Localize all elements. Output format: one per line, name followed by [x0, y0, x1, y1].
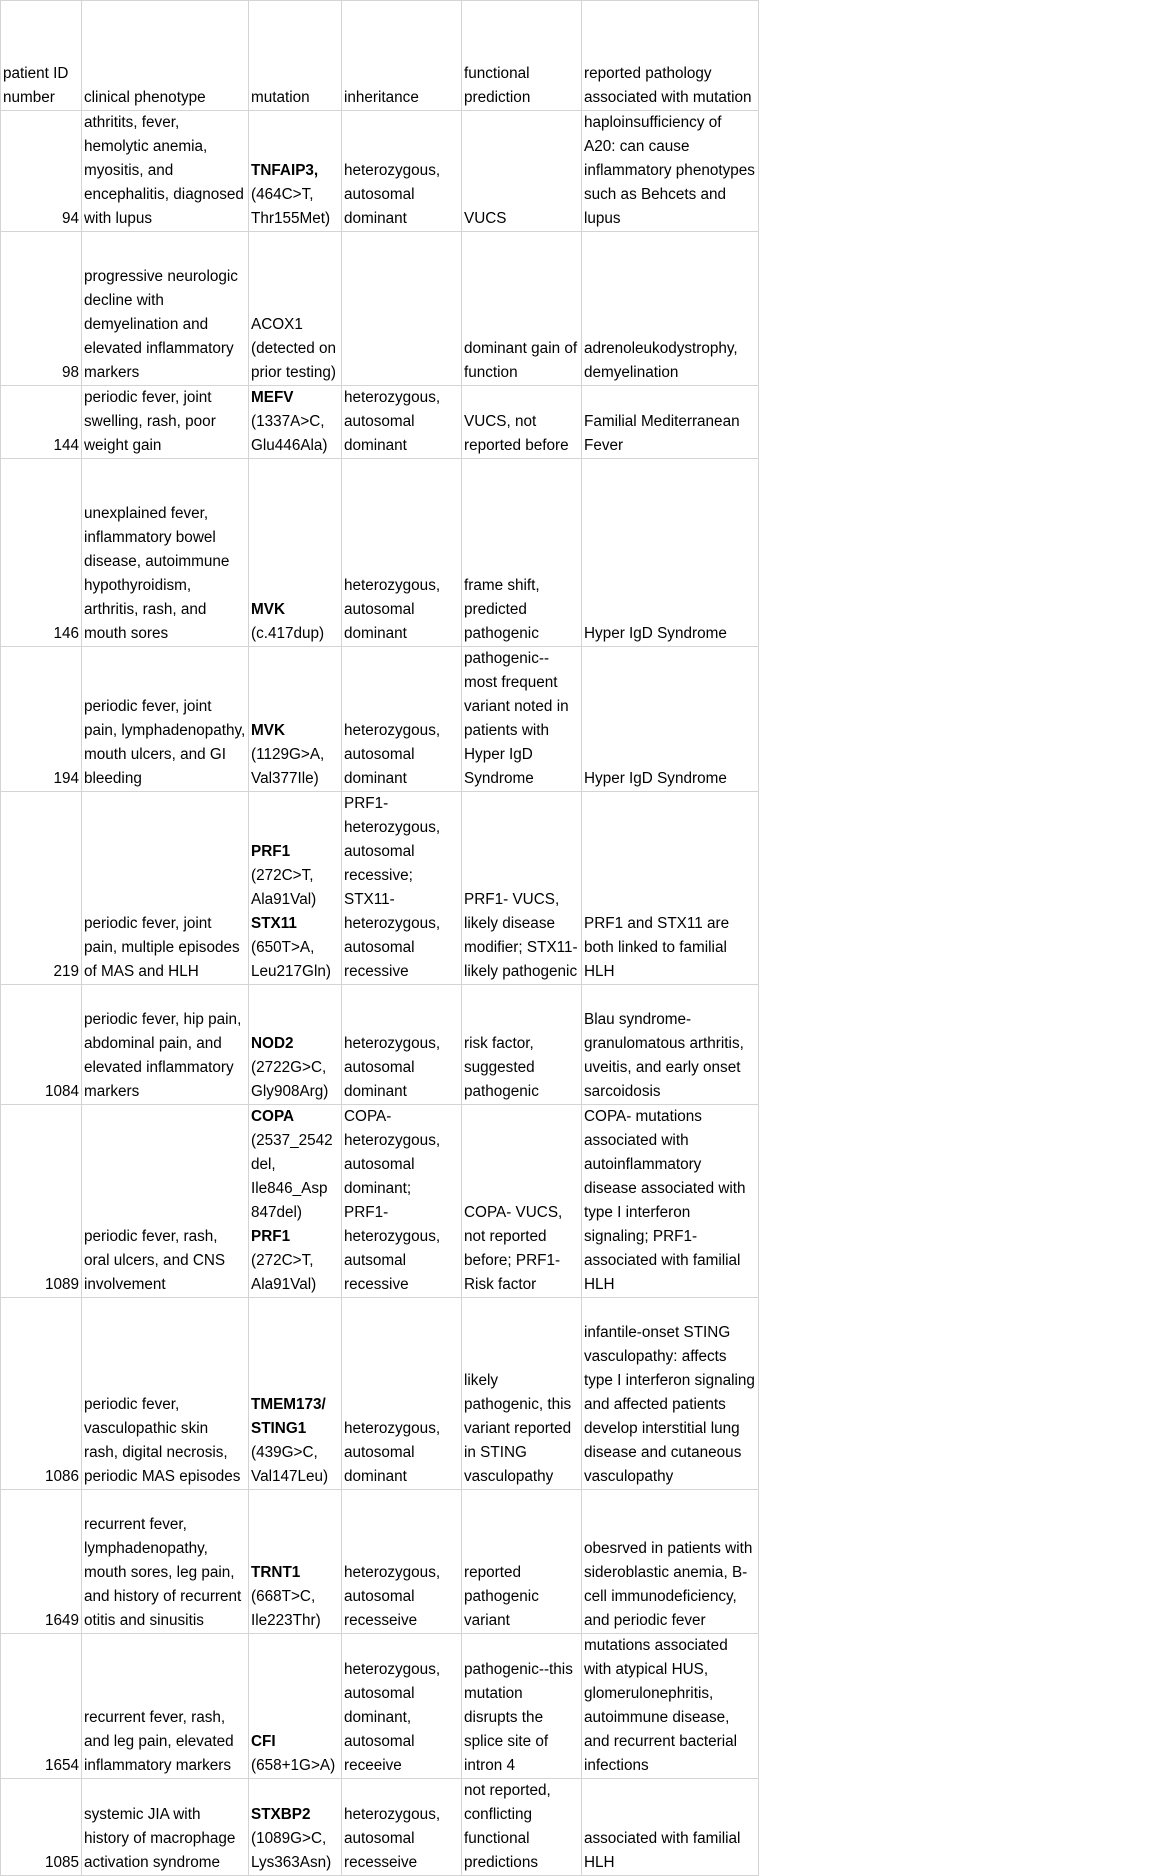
mutation-detail: (464C>T, Thr155Met): [251, 186, 331, 227]
cell-reported-pathology[interactable]: haploinsufficiency of A20: can cause inflammatory phenotypes such as Behcets and lupus: [582, 111, 759, 232]
mutation-detail: (650T>A, Leu217Gln): [251, 939, 331, 980]
cell-inheritance[interactable]: heterozygous, autosomal dominant: [342, 459, 462, 647]
cell-mutation[interactable]: [249, 1779, 342, 1876]
cell-functional-prediction[interactable]: VUCS, not reported before: [462, 386, 582, 459]
mutation-gene: COPA: [251, 1108, 295, 1125]
header-patient-id[interactable]: patient ID number: [1, 1, 82, 111]
mutation-gene: MVK: [251, 601, 285, 618]
mutation-gene: STXBP2: [251, 1806, 311, 1823]
table-row: [1, 792, 759, 985]
cell-patient-id[interactable]: 144: [1, 386, 82, 459]
mutation-detail: (272C>T, Ala91Val): [251, 867, 317, 908]
cell-mutation[interactable]: [249, 459, 342, 647]
cell-inheritance[interactable]: [342, 232, 462, 386]
cell-inheritance[interactable]: heterozygous, autosomal dominant: [342, 647, 462, 792]
mutation-detail: (668T>C, Ile223Thr): [251, 1588, 321, 1629]
mutation-gene: STX11: [251, 915, 297, 932]
cell-mutation[interactable]: [249, 111, 342, 232]
cell-patient-id[interactable]: 1086: [1, 1298, 82, 1490]
cell-reported-pathology[interactable]: infantile-onset STING vasculopathy: affects type I interferon signaling and affected patients develop interstitial lung disease and cutaneous vasculopathy: [582, 1298, 759, 1490]
header-row: [1, 1, 759, 111]
table-row: [1, 1105, 759, 1298]
table-row: [1, 232, 759, 386]
table-row: [1, 386, 759, 459]
cell-mutation[interactable]: [249, 985, 342, 1105]
cell-inheritance[interactable]: heterozygous, autosomal recesseive: [342, 1779, 462, 1876]
mutation-gene: NOD2: [251, 1035, 294, 1052]
cell-functional-prediction[interactable]: not reported, conflicting functional predictions: [462, 1779, 582, 1876]
cell-functional-prediction[interactable]: risk factor, suggested pathogenic: [462, 985, 582, 1105]
cell-reported-pathology[interactable]: Familial Mediterranean Fever: [582, 386, 759, 459]
mutation-gene: CFI: [251, 1733, 276, 1750]
cell-functional-prediction[interactable]: reported pathogenic variant: [462, 1490, 582, 1634]
cell-reported-pathology[interactable]: Blau syndrome-granulomatous arthritis, uveitis, and early onset sarcoidosis: [582, 985, 759, 1105]
table-row: [1, 985, 759, 1105]
cell-patient-id[interactable]: 219: [1, 792, 82, 985]
cell-reported-pathology[interactable]: Hyper IgD Syndrome: [582, 647, 759, 792]
header-reported-pathology[interactable]: reported pathology associated with mutation: [582, 1, 759, 111]
cell-functional-prediction[interactable]: dominant gain of function: [462, 232, 582, 386]
cell-patient-id[interactable]: 1654: [1, 1634, 82, 1779]
cell-patient-id[interactable]: 98: [1, 232, 82, 386]
cell-reported-pathology[interactable]: associated with familial HLH: [582, 1779, 759, 1876]
mutation-gene: PRF1: [251, 1228, 291, 1245]
table-row: [1, 459, 759, 647]
cell-reported-pathology[interactable]: mutations associated with atypical HUS, glomerulonephritis, autoimmune disease, and recurrent bacterial infections: [582, 1634, 759, 1779]
cell-clinical-phenotype[interactable]: periodic fever, vasculopathic skin rash, digital necrosis, periodic MAS episodes: [82, 1298, 249, 1490]
cell-patient-id[interactable]: 1085: [1, 1779, 82, 1876]
mutation-gene: TMEM173/ STING1: [251, 1396, 326, 1437]
cell-mutation[interactable]: [249, 1105, 342, 1298]
cell-inheritance[interactable]: heterozygous, autosomal recesseive: [342, 1490, 462, 1634]
mutation-gene: TRNT1: [251, 1564, 301, 1581]
cell-inheritance[interactable]: PRF1-heterozygous, autosomal recessive; STX11-heterozygous, autosomal recessive: [342, 792, 462, 985]
cell-reported-pathology[interactable]: obesrved in patients with sideroblastic anemia, B-cell immunodeficiency, and periodic fever: [582, 1490, 759, 1634]
cell-functional-prediction[interactable]: likely pathogenic, this variant reported in STING vasculopathy: [462, 1298, 582, 1490]
cell-clinical-phenotype[interactable]: recurrent fever, lymphadenopathy, mouth sores, leg pain, and history of recurrent otitis and sinusitis: [82, 1490, 249, 1634]
cell-functional-prediction[interactable]: COPA- VUCS, not reported before; PRF1-Risk factor: [462, 1105, 582, 1298]
header-clinical-phenotype[interactable]: clinical phenotype: [82, 1, 249, 111]
cell-functional-prediction[interactable]: frame shift, predicted pathogenic: [462, 459, 582, 647]
header-mutation[interactable]: mutation: [249, 1, 342, 111]
mutation-detail: (1089G>C, Lys363Asn): [251, 1830, 332, 1871]
cell-inheritance[interactable]: COPA-heterozygous, autosomal dominant; PRF1-heterozygous, autsomal recessive: [342, 1105, 462, 1298]
cell-mutation[interactable]: [249, 792, 342, 985]
cell-inheritance[interactable]: heterozygous, autosomal dominant: [342, 985, 462, 1105]
cell-clinical-phenotype[interactable]: systemic JIA with history of macrophage activation syndrome: [82, 1779, 249, 1876]
cell-reported-pathology[interactable]: adrenoleukodystrophy, demyelination: [582, 232, 759, 386]
cell-mutation[interactable]: [249, 1634, 342, 1779]
cell-clinical-phenotype[interactable]: recurrent fever, rash, and leg pain, elevated inflammatory markers: [82, 1634, 249, 1779]
header-functional-prediction[interactable]: functional prediction: [462, 1, 582, 111]
cell-clinical-phenotype[interactable]: progressive neurologic decline with demyelination and elevated inflammatory markers: [82, 232, 249, 386]
cell-patient-id[interactable]: 146: [1, 459, 82, 647]
cell-clinical-phenotype[interactable]: periodic fever, joint pain, lymphadenopathy, mouth ulcers, and GI bleeding: [82, 647, 249, 792]
cell-inheritance[interactable]: heterozygous, autosomal dominant: [342, 111, 462, 232]
mutation-gene: TNFAIP3,: [251, 162, 319, 179]
table-row: [1, 111, 759, 232]
cell-reported-pathology[interactable]: PRF1 and STX11 are both linked to familial HLH: [582, 792, 759, 985]
mutation-detail: ACOX1 (detected on prior testing): [251, 316, 337, 381]
cell-inheritance[interactable]: heterozygous, autosomal dominant: [342, 1298, 462, 1490]
mutation-detail: (2537_2542 del, Ile846_Asp 847del): [251, 1132, 333, 1221]
cell-patient-id[interactable]: 94: [1, 111, 82, 232]
cell-mutation[interactable]: [249, 647, 342, 792]
cell-reported-pathology[interactable]: COPA- mutations associated with autoinflammatory disease associated with type I interferon signaling; PRF1-associated with familial HLH: [582, 1105, 759, 1298]
cell-patient-id[interactable]: 1649: [1, 1490, 82, 1634]
cell-mutation[interactable]: [249, 232, 342, 386]
cell-clinical-phenotype[interactable]: periodic fever, hip pain, abdominal pain, and elevated inflammatory markers: [82, 985, 249, 1105]
cell-clinical-phenotype[interactable]: athritits, fever, hemolytic anemia, myositis, and encephalitis, diagnosed with lupus: [82, 111, 249, 232]
mutation-detail: (658+1G>A): [251, 1757, 336, 1774]
cell-functional-prediction[interactable]: pathogenic--this mutation disrupts the splice site of intron 4: [462, 1634, 582, 1779]
cell-mutation[interactable]: [249, 1490, 342, 1634]
cell-clinical-phenotype[interactable]: periodic fever, joint pain, multiple episodes of MAS and HLH: [82, 792, 249, 985]
cell-functional-prediction[interactable]: PRF1- VUCS, likely disease modifier; STX11- likely pathogenic: [462, 792, 582, 985]
mutation-detail: (439G>C, Val147Leu): [251, 1444, 329, 1485]
mutation-gene: PRF1: [251, 843, 291, 860]
mutation-detail: (1337A>C, Glu446Ala): [251, 413, 328, 454]
table-row: [1, 1490, 759, 1634]
cell-patient-id[interactable]: 194: [1, 647, 82, 792]
cell-clinical-phenotype[interactable]: unexplained fever, inflammatory bowel disease, autoimmune hypothyroidism, arthritis, rash, and mouth sores: [82, 459, 249, 647]
mutation-detail: (c.417dup): [251, 625, 325, 642]
cell-functional-prediction[interactable]: pathogenic--most frequent variant noted in patients with Hyper IgD Syndrome: [462, 647, 582, 792]
cell-inheritance[interactable]: heterozygous, autosomal dominant, autosomal receeive: [342, 1634, 462, 1779]
table-row: [1, 1634, 759, 1779]
cell-mutation[interactable]: [249, 386, 342, 459]
cell-mutation[interactable]: [249, 1298, 342, 1490]
table-row: [1, 1779, 759, 1876]
cell-patient-id[interactable]: 1089: [1, 1105, 82, 1298]
mutation-detail: (272C>T, Ala91Val): [251, 1252, 317, 1293]
mutation-detail: (2722G>C, Gly908Arg): [251, 1059, 329, 1100]
table-row: [1, 1298, 759, 1490]
mutation-gene: MVK: [251, 722, 285, 739]
cell-inheritance[interactable]: heterozygous, autosomal dominant: [342, 386, 462, 459]
table-row: [1, 647, 759, 792]
cell-patient-id[interactable]: 1084: [1, 985, 82, 1105]
cell-functional-prediction[interactable]: VUCS: [462, 111, 582, 232]
mutation-gene: MEFV: [251, 389, 294, 406]
cell-clinical-phenotype[interactable]: periodic fever, joint swelling, rash, poor weight gain: [82, 386, 249, 459]
header-inheritance[interactable]: inheritance: [342, 1, 462, 111]
cell-reported-pathology[interactable]: Hyper IgD Syndrome: [582, 459, 759, 647]
mutation-detail: (1129G>A, Val377Ile): [251, 746, 325, 787]
cell-clinical-phenotype[interactable]: periodic fever, rash, oral ulcers, and CNS involvement: [82, 1105, 249, 1298]
